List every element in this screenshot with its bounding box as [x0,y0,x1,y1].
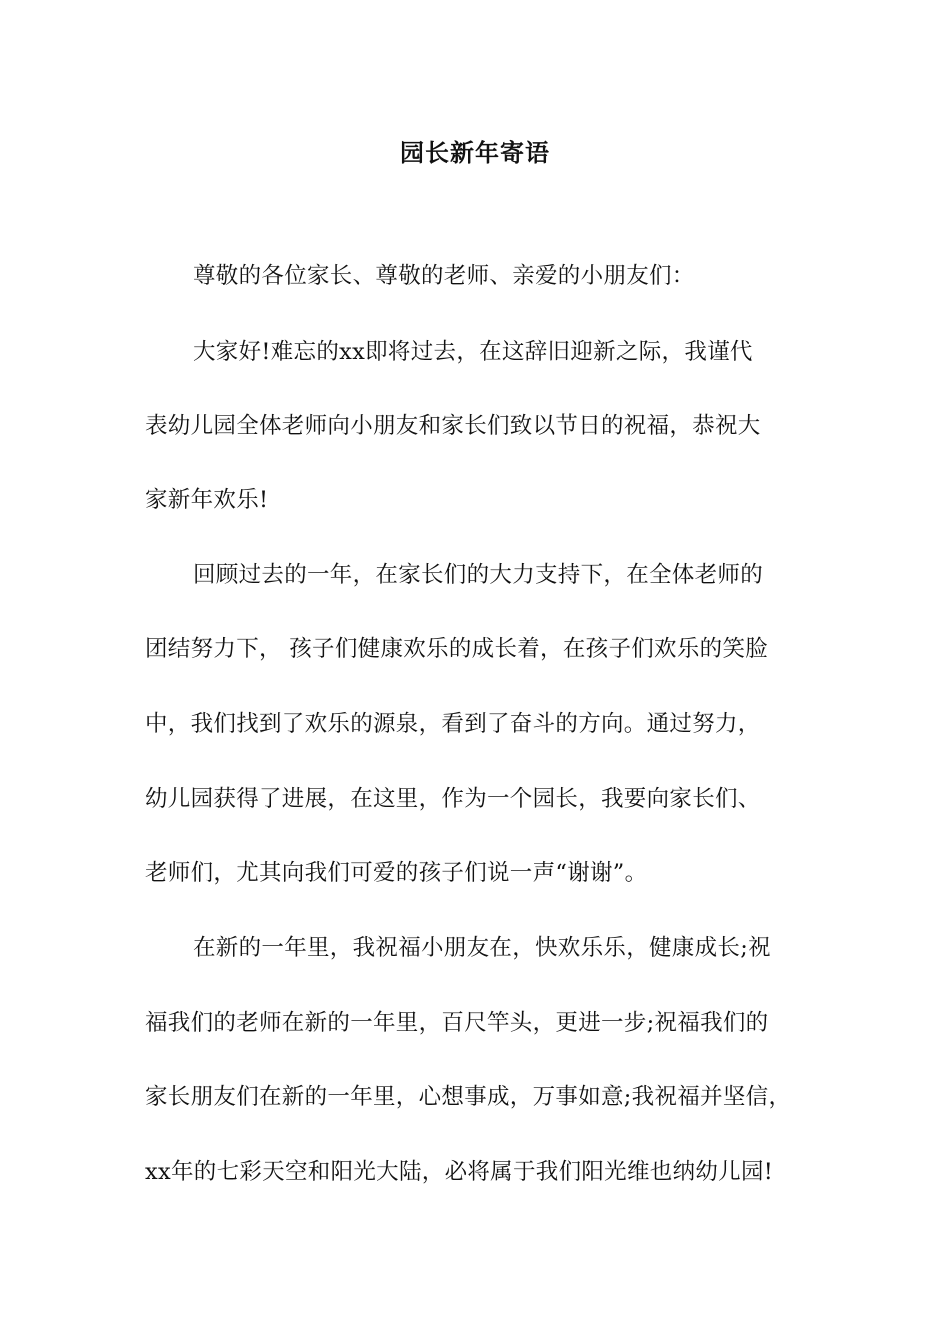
document-title: 园长新年寄语 [400,138,550,167]
paragraph-line: 回顾过去的一年，在家长们的大力支持下，在全体老师的 [193,562,764,588]
paragraph-line: 团结努力下， 孩子们健康欢乐的成长着，在孩子们欢乐的笑脸 [145,636,769,662]
paragraph-line: 中，我们找到了欢乐的源泉，看到了奋斗的方向。通过努力， [145,711,761,737]
paragraph-line: 福我们的老师在新的一年里，百尺竿头，更进一步;祝福我们的 [145,1010,769,1036]
paragraph-line: 老师们，尤其向我们可爱的孩子们说一声“谢谢”。 [145,860,648,886]
salutation-line: 尊敬的各位家长、尊敬的老师、亲爱的小朋友们： [193,263,695,289]
paragraph-line: 大家好!难忘的xx即将过去，在这辞旧迎新之际，我谨代 [193,339,753,365]
paragraph-line: 家新年欢乐! [145,487,269,513]
paragraph-line: 家长朋友们在新的一年里，心想事成，万事如意;我祝福并坚信， [145,1084,792,1110]
paragraph-line: 幼儿园获得了进展，在这里，作为一个园长，我要向家长们、 [145,786,761,812]
paragraph-line: 表幼儿园全体老师向小朋友和家长们致以节日的祝福，恭祝大 [145,413,761,439]
paragraph-line: xx年的七彩天空和阳光大陆，必将属于我们阳光维也纳幼儿园! [145,1159,774,1185]
paragraph-line: 在新的一年里，我祝福小朋友在，快欢乐乐，健康成长;祝 [193,935,771,961]
